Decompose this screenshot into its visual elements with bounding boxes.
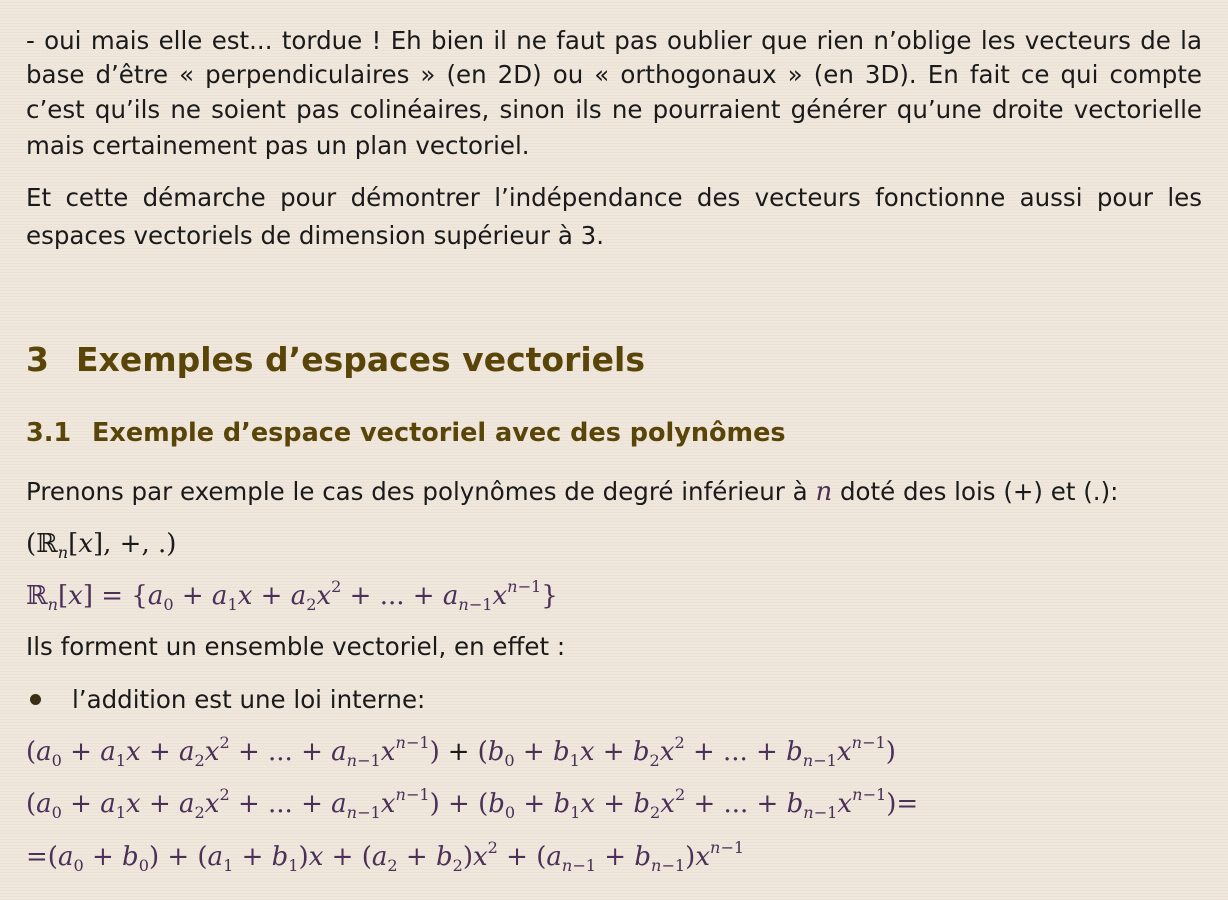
bullet-text: l’addition est une loi interne: [72,685,426,714]
ensemble-statement: Ils forment un ensemble vectoriel, en effet : [26,632,566,661]
vector-space-structure: (ℝ$_n$[x], +, .) [26,529,177,563]
sum-expression: ($a_0 + a_1x + a_2x^2$ + ... + $a_{n-1}x^{n-1}) + (b_0 + b_1x + b_2x^2$ + ... + $b_{n-1}x^{n-1})=$ [26,784,919,823]
section-heading [26,338,645,382]
polynomial-set-definition: ℝ$_n$[x] = {$a_0 + a_1x + a_2x^2$ + ... + $a_{n-1}x^{n-1}$} [26,576,558,615]
intro-text-before: Prenons par exemple le cas des polynômes de degré inférieur à [26,477,808,506]
subsection-heading [26,415,786,451]
paragraph-line: base d’être « perpendiculaires » (en 2D) ou « orthogonaux » (en 3D). En fait ce qui compte [26,60,1202,89]
paragraph-line: mais certainement pas un plan vectoriel. [26,131,530,160]
paragraph-line: - oui mais elle est... tordue ! Eh bien il ne faut pas oublier que rien n’oblige les vecteurs de la [26,26,1202,55]
intro-line [26,473,1118,511]
paragraph-line: c’est qu’ils ne soient pas colinéaires, sinon ils ne pourraient générer qu’une droite vectorielle [26,95,1202,124]
bullet-item [26,681,425,718]
addition-expression: ($a_0 + a_1x + a_2x^2$ + ... + $a_{n-1}x^{n-1}) + (b_0 + b_1x + b_2x^2$ + ... + $b_{n-1}x^{n-1}$) [26,732,896,771]
bullet-icon [30,694,41,705]
intro-variable: n [815,477,833,507]
subsection-number: 3.1 [26,418,72,448]
section-title: Exemples d’espaces vectoriels [76,340,646,379]
intro-text-after: doté des lois (+) et (.): [839,477,1119,506]
paragraph-line: Et cette démarche pour démontrer l’indépendance des vecteurs fonctionne aussi pour les [26,183,1202,212]
result-expression: $=(a_0 + b_0) + (a_1 + b_1)x + (a_2 + b_2)x^2 + (a_{n-1} + b_{n-1})x^{n-1}$ [26,837,745,876]
section-number: 3 [26,340,49,379]
subsection-title: Exemple d’espace vectoriel avec des polynômes [92,418,786,448]
paragraph-line: espaces vectoriels de dimension supérieur à 3. [26,221,604,250]
